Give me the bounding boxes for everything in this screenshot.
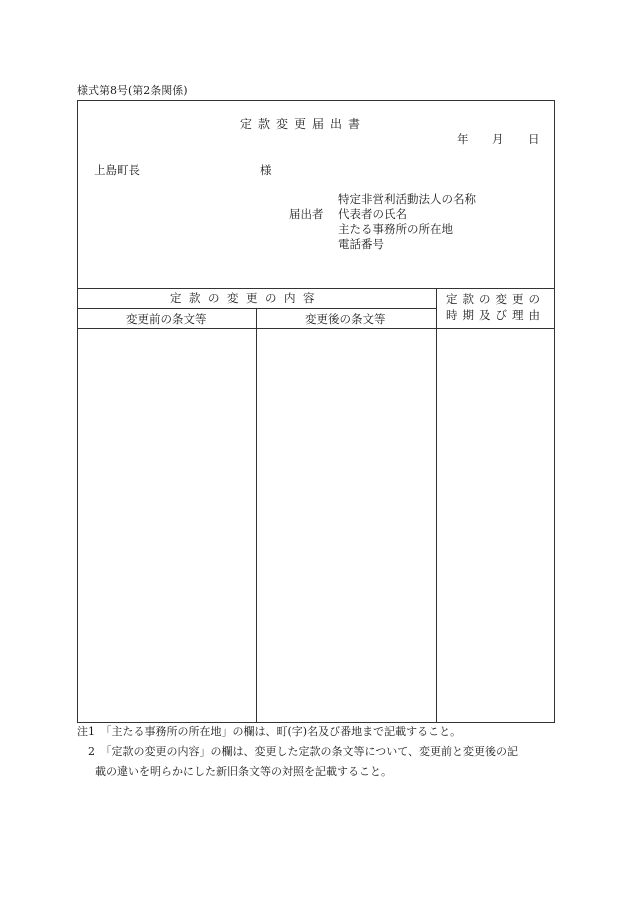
note-2-continuation: 載の違いを明らかにした新旧条文等の対照を記載すること。 [95,765,392,778]
after-change-header: 変更後の条文等 [305,312,386,326]
timing-reason-header-line1: 定款の変更の [446,292,545,306]
note-2: 2 「定款の変更の内容」の欄は、変更した定款の条文等について、変更前と変更後の記 [77,745,519,758]
table-body-divider [77,328,555,329]
form-number: 様式第8号(第2条関係) [77,84,188,97]
document-title: 定款変更届出書 [240,117,367,131]
date-year-label: 年 [457,132,469,146]
date-day-label: 日 [528,132,540,146]
form-frame [77,100,555,723]
office-address-label: 主たる事務所の所在地 [338,222,453,236]
addressee: 上島町長 [94,163,140,177]
org-name-label: 特定非営利活動法人の名称 [338,192,476,206]
change-content-header: 定款の変更の内容 [170,291,322,305]
date-month-label: 月 [492,132,504,146]
subheader-divider [77,308,437,309]
representative-name-label: 代表者の氏名 [338,207,407,221]
note-1: 注1 「主たる事務所の所在地」の欄は、町(字)名及び番地まで記載すること。 [77,725,462,738]
header-divider [77,288,555,289]
honorific: 様 [260,163,272,177]
timing-column-divider [436,288,437,723]
phone-number-label: 電話番号 [338,237,384,251]
timing-reason-header-line2: 時期及び理由 [446,308,545,322]
before-change-header: 変更前の条文等 [126,312,207,326]
applicant-label: 届出者 [289,207,324,221]
before-after-divider [256,308,257,723]
